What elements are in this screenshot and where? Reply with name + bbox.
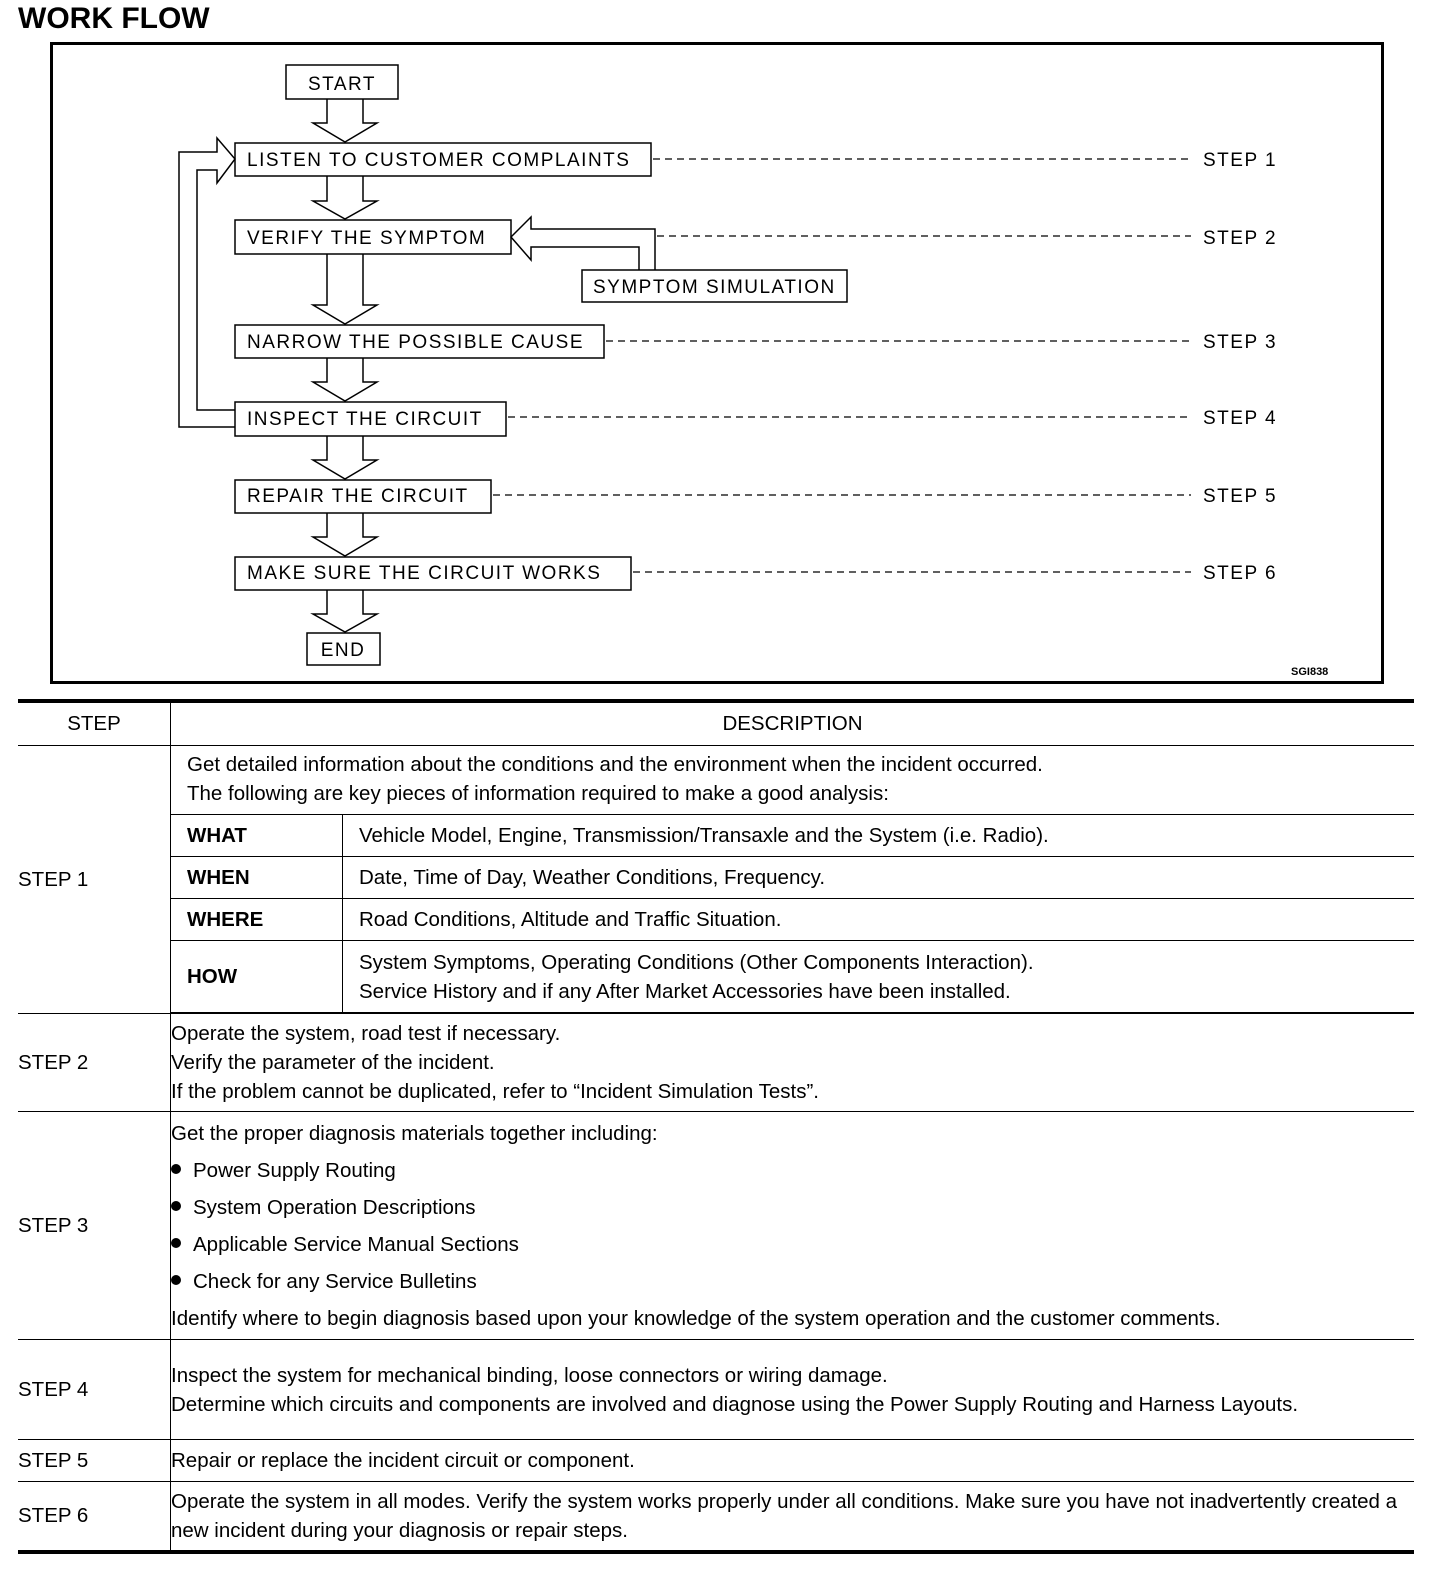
sub-value-line: System Symptoms, Operating Conditions (Other Components Interaction).	[359, 950, 1034, 974]
table-row	[18, 1112, 1414, 1340]
inspect-label: INSPECT THE CIRCUIT	[247, 409, 483, 430]
step-cell: STEP 5	[18, 1440, 171, 1482]
sub-value	[343, 941, 1415, 1013]
steps-table	[18, 699, 1414, 1554]
sub-value: Road Conditions, Altitude and Traffic Situation.	[343, 899, 1415, 941]
sub-value: Vehicle Model, Engine, Transmission/Transaxle and the System (i.e. Radio).	[343, 815, 1415, 857]
figure-id: SGI838	[1291, 666, 1329, 678]
description-line: Identify where to begin diagnosis based upon your knowledge of the system operation and the customer comments.	[171, 1306, 1221, 1330]
sub-key: WHERE	[171, 899, 343, 941]
step-cell: STEP 1	[18, 746, 171, 1014]
bullet-item	[171, 1263, 1414, 1300]
make-sure-label: MAKE SURE THE CIRCUIT WORKS	[247, 563, 602, 584]
table-row	[18, 1014, 1414, 1112]
description-line: Determine which circuits and components are involved and diagnose using the Power Supply Routing and Harness Layouts.	[171, 1392, 1299, 1416]
bullet-item	[171, 1189, 1414, 1226]
bullet-icon	[171, 1238, 181, 1248]
sub-key: WHEN	[171, 857, 343, 899]
header-description: DESCRIPTION	[171, 701, 1415, 746]
description-line: Inspect the system for mechanical binding, loose connectors or wiring damage.	[171, 1363, 888, 1387]
step-label-4: STEP 4	[1203, 408, 1278, 429]
table-row	[18, 746, 1414, 1014]
arrow-down-icon	[313, 513, 377, 556]
bullet-item	[171, 1152, 1414, 1189]
arrow-down-icon	[313, 99, 377, 142]
feedback-arrow-icon	[179, 138, 235, 427]
arrow-down-icon	[313, 590, 377, 632]
page-title: WORK FLOW	[18, 2, 210, 35]
description-cell	[171, 1440, 1415, 1482]
bullet-text: Applicable Service Manual Sections	[193, 1232, 519, 1256]
arrow-down-icon	[313, 358, 377, 401]
bullet-icon	[171, 1275, 181, 1285]
description-line: Get detailed information about the conditions and the environment when the incident occurred.	[187, 753, 1043, 776]
description-line: Verify the parameter of the incident.	[171, 1051, 495, 1074]
step-cell: STEP 4	[18, 1340, 171, 1440]
bullet-text: Check for any Service Bulletins	[193, 1269, 477, 1293]
description-cell	[171, 1340, 1415, 1440]
description-cell	[171, 1112, 1415, 1340]
bullet-item	[171, 1226, 1414, 1263]
description-cell	[171, 746, 1415, 1014]
arrow-down-icon	[313, 436, 377, 479]
repair-label: REPAIR THE CIRCUIT	[247, 486, 469, 507]
step-cell: STEP 6	[18, 1482, 171, 1552]
bullet-icon	[171, 1164, 181, 1174]
table-row	[18, 1482, 1414, 1552]
step-label-6: STEP 6	[1203, 563, 1278, 584]
listen-label: LISTEN TO CUSTOMER COMPLAINTS	[247, 150, 631, 171]
header-step: STEP	[18, 701, 171, 746]
end-label: END	[320, 640, 366, 661]
step1-subtable	[171, 814, 1414, 1013]
step-label-3: STEP 3	[1203, 332, 1278, 353]
description-line: Operate the system in all modes. Verify the system works properly under all conditions. Make sure you have not inadvertently created a new incident during your diagnosis or repair steps.	[171, 1489, 1398, 1542]
bullet-text: Power Supply Routing	[193, 1158, 396, 1182]
step-label-2: STEP 2	[1203, 228, 1278, 249]
step-label-1: STEP 1	[1203, 150, 1278, 171]
bullet-icon	[171, 1201, 181, 1211]
description-line: Get the proper diagnosis materials together including:	[171, 1121, 658, 1145]
table-row	[18, 1440, 1414, 1482]
table-row	[18, 1340, 1414, 1440]
arrow-down-icon	[313, 254, 377, 324]
table-header-row	[18, 701, 1414, 746]
description-line: Operate the system, road test if necessary.	[171, 1022, 561, 1045]
start-label: START	[307, 74, 377, 95]
arrow-down-icon	[313, 176, 377, 219]
description-line: The following are key pieces of information required to make a good analysis:	[187, 782, 889, 805]
description-cell	[171, 1482, 1415, 1552]
sub-value: Date, Time of Day, Weather Conditions, Frequency.	[343, 857, 1415, 899]
bullet-text: System Operation Descriptions	[193, 1195, 476, 1219]
description-line: If the problem cannot be duplicated, refer to “Incident Simulation Tests”.	[171, 1080, 820, 1103]
narrow-label: NARROW THE POSSIBLE CAUSE	[247, 332, 584, 353]
arrow-left-icon	[511, 217, 655, 270]
sub-key: HOW	[171, 941, 343, 1013]
step-cell: STEP 3	[18, 1112, 171, 1340]
description-cell	[171, 1014, 1415, 1112]
description-line: Repair or replace the incident circuit or component.	[171, 1449, 635, 1472]
verify-label: VERIFY THE SYMPTOM	[247, 228, 487, 249]
workflow-diagram	[50, 42, 1384, 684]
simulation-label: SYMPTOM SIMULATION	[593, 277, 836, 298]
sub-value-line: Service History and if any After Market Accessories have been installed.	[359, 979, 1011, 1003]
step-label-5: STEP 5	[1203, 486, 1278, 507]
sub-key: WHAT	[171, 815, 343, 857]
step-cell: STEP 2	[18, 1014, 171, 1112]
